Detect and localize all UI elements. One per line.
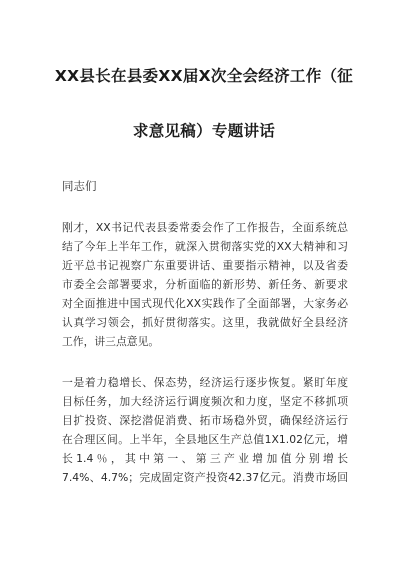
paragraph-1-line: 刚才，XX书记代表县委常委会作了工作报告，全面系统总 <box>62 221 348 234</box>
paragraph-2-line: 目标任务，加大经济运行调度频次和力度，坚定不移抓项 <box>62 395 348 408</box>
salutation: 同志们 <box>62 179 97 193</box>
document-title-line-2: 求意见稿）专题讲话 <box>132 122 276 140</box>
paragraph-2-line: 目扩投资、深挖潜促消费、拓市场稳外贸，确保经济运行 <box>62 414 348 427</box>
document-title-line-1: XX县长在县委XX届X次全会经济工作（征 <box>54 67 354 85</box>
paragraph-1-line: 工作，讲三点意见。 <box>62 335 160 348</box>
paragraph-1-line: 结了今年上半年工作，就深入贯彻落实党的XX大精神和习 <box>62 240 348 253</box>
paragraph-1-line: 近平总书记视察广东重要讲话、重要指示精神，以及省委 <box>62 259 348 272</box>
paragraph-1-line: 认真学习领会，抓好贯彻落实。这里，我就做好全县经济 <box>62 316 348 329</box>
paragraph-2-line: 7.4%、4.7%；完成固定资产投资42.37亿元。消费市场回 <box>62 471 348 484</box>
paragraph-2-line: 在合理区间。上半年，全县地区生产总值1X1.02亿元，增 <box>62 433 348 446</box>
paragraph-1-line: 市委全会部署要求，分析面临的新形势、新任务、新要求 <box>62 278 348 291</box>
paragraph-2-line: 长1.4％，其中第一、第三产业增加值分别增长 <box>62 452 348 465</box>
paragraph-2-line: 一是着力稳增长、保态势，经济运行逐步恢复。紧盯年度 <box>62 376 348 389</box>
paragraph-1-line: 对全面推进中国式现代化XX实践作了全面部署，大家务必 <box>62 297 348 310</box>
